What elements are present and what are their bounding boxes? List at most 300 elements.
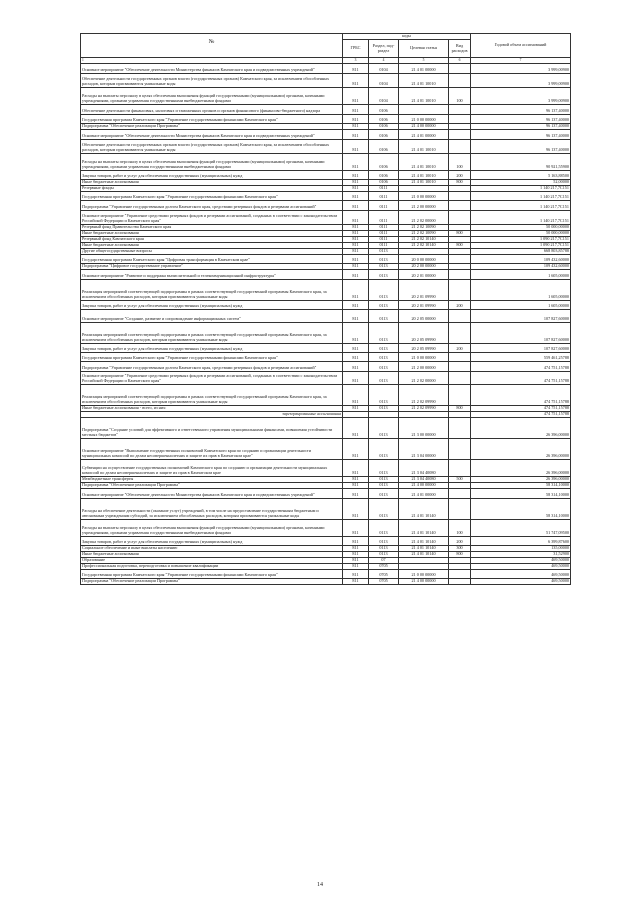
table-row [81, 499, 571, 520]
header-codes: коды [343, 34, 471, 40]
row-amount: 1 140 217,7С151 [471, 201, 571, 211]
row-amount: 109 432,60000 [471, 255, 571, 264]
table-row [81, 460, 571, 477]
row-grbs: 811 [343, 124, 369, 130]
row-razdel: 07 [369, 558, 399, 564]
table-row [81, 130, 571, 140]
budget-table [80, 33, 571, 585]
row-amount: 3 999,00900 [471, 64, 571, 74]
row-razdel: 0113 [369, 255, 399, 264]
row-vr [449, 323, 471, 344]
row-cs: 21 4 01 00000 [399, 489, 449, 499]
row-cs: 21 4 01 00000 [399, 130, 449, 140]
row-amount: 1 090 217,7С151 [471, 243, 571, 249]
row-grbs: 811 [343, 564, 369, 570]
row-grbs: 811 [343, 130, 369, 140]
row-name: Резервный фонд Правительства Камчатского края [81, 225, 343, 231]
row-amount: 58 314,10000 [471, 499, 571, 520]
header-cs: Целевая статья [399, 40, 449, 58]
row-name: Образование [81, 558, 343, 564]
row-razdel: 0113 [369, 249, 399, 255]
row-name: Государственная программа Камчатского края "Управление государственными финансами Камчатского края" [81, 192, 343, 201]
row-vr [449, 140, 471, 154]
row-razdel: 0106 [369, 115, 399, 124]
row-amount: 107 827,60000 [471, 344, 571, 353]
row-amount: 1 140 217,7С151 [471, 186, 571, 192]
row-name: Иные бюджетные ассигнования - всего, из них: [81, 406, 343, 412]
column-number: 1 [81, 58, 343, 64]
row-cs: 21 3 04 40080 [399, 460, 449, 477]
row-razdel: 0104 [369, 64, 399, 74]
row-cs: 21 4 00 00000 [399, 124, 449, 130]
row-name: Основное мероприятие "Управление средствами резервных фондов и резервами ассигнований, созданных в соответствии с законодательством Российской Федерации и Камчатского края" [81, 211, 343, 225]
row-amount: 668 803,85788 [471, 249, 571, 255]
table-row [81, 570, 571, 579]
row-grbs: 811 [343, 186, 369, 192]
row-amount: 50 000,00000 [471, 231, 571, 237]
row-razdel: 0106 [369, 154, 399, 171]
row-razdel: 0113 [369, 372, 399, 385]
row-razdel: 0113 [369, 439, 399, 460]
table-row [81, 140, 571, 154]
row-razdel: 0113 [369, 280, 399, 301]
row-cs: 21 4 01 10140 [399, 552, 449, 558]
row-cs: 21 2 02 10140 [399, 237, 449, 243]
table-row [81, 489, 571, 499]
row-cs: 21 4 01 10010 [399, 74, 449, 88]
row-razdel: 0113 [369, 264, 399, 270]
row-vr: 100 [449, 154, 471, 171]
header-amount: Годовой объем ассигнований [471, 34, 571, 58]
row-amount: 6 399,87600 [471, 537, 571, 546]
row-grbs: 811 [343, 105, 369, 115]
row-name: Закупка товаров, работ и услуг для обеспечения государственных (муниципальных) нужд [81, 301, 343, 310]
row-razdel: 0113 [369, 546, 399, 552]
row-razdel: 0113 [369, 406, 399, 412]
row-cs: 21 4 01 10010 [399, 180, 449, 186]
row-grbs: 811 [343, 385, 369, 406]
row-razdel: 0113 [369, 353, 399, 362]
row-name: Основное мероприятие "Выполнение государственных полномочий Камчатского края по созданию и организации деятельности муниципальных комиссий по делам несовершеннолетних и защите их прав в Камчатском крае" [81, 439, 343, 460]
row-cs: 21 2 02 10090 [399, 225, 449, 231]
header-no: № [208, 39, 215, 45]
row-grbs: 811 [343, 489, 369, 499]
row-name: Расходы на выплаты персоналу в целях обеспечения выполнения функций государственными (муниципальными) органами, казенными учреждениями, органами управления государственными внебюджетными фондами [81, 88, 343, 105]
row-razdel: 0705 [369, 579, 399, 585]
row-vr: 100 [449, 520, 471, 537]
row-name: Другие общегосударственные вопросы [81, 249, 343, 255]
row-cs: 21 4 00 00000 [399, 483, 449, 489]
row-cs: 21 4 01 10010 [399, 171, 449, 180]
table-row [81, 310, 571, 323]
row-grbs: 811 [343, 353, 369, 362]
row-grbs: 811 [343, 237, 369, 243]
table-row [81, 171, 571, 180]
row-grbs: 811 [343, 231, 369, 237]
row-amount: 90 921,55900 [471, 154, 571, 171]
row-razdel: 0113 [369, 418, 399, 439]
row-name: Расходы на выплаты персоналу в целях обеспечения выполнения функций государственными (муниципальными) органами, казенными учреждениями, органами управления государственными внебюджетными фондами [81, 520, 343, 537]
row-grbs: 811 [343, 88, 369, 105]
row-amount: 96 137,40000 [471, 124, 571, 130]
row-name: Подпрограмма "Обеспечение реализации Программы" [81, 483, 343, 489]
table-row [81, 192, 571, 201]
row-amount: 109 432,60000 [471, 264, 571, 270]
row-name: Обеспечение деятельности финансовых, налоговых и таможенных органов и органов финансового (финансово-бюджетного) надзора [81, 105, 343, 115]
row-vr: 800 [449, 180, 471, 186]
row-cs: 21 3 04 00000 [399, 439, 449, 460]
row-vr [449, 418, 471, 439]
row-vr [449, 372, 471, 385]
row-vr [449, 115, 471, 124]
row-amount: 96 137,40000 [471, 105, 571, 115]
row-razdel: 0113 [369, 499, 399, 520]
row-amount: 3 999,00900 [471, 74, 571, 88]
row-name: Расходы на обеспечение деятельности (оказание услуг) учреждений, в том числе на предоставление государственным бюджетным и автономным учреждениям субсидий, за исключением обособленных расходов, которым присваиваются уникальные коды [81, 499, 343, 520]
row-vr [449, 385, 471, 406]
table-row [81, 537, 571, 546]
row-razdel: 0705 [369, 564, 399, 570]
row-razdel: 0106 [369, 140, 399, 154]
row-vr: 200 [449, 171, 471, 180]
row-cs: 21 3 00 00000 [399, 418, 449, 439]
row-vr [449, 74, 471, 88]
row-razdel: 0111 [369, 231, 399, 237]
row-name: Подпрограмма "Обеспечение реализации Программы" [81, 124, 343, 130]
row-amount: 474 751,15788 [471, 372, 571, 385]
table-row [81, 154, 571, 171]
row-name: Государственная программа Камчатского края "Цифровая трансформация в Камчатском крае" [81, 255, 343, 264]
row-vr [449, 130, 471, 140]
row-razdel: 0106 [369, 124, 399, 130]
row-razdel: 0113 [369, 520, 399, 537]
row-amount: 107 827,60000 [471, 323, 571, 344]
row-name: Основное мероприятие "Создание, развитие и сопровождение информационных систем" [81, 310, 343, 323]
table-row [81, 64, 571, 74]
row-cs: 21 4 01 00000 [399, 64, 449, 74]
row-razdel: 0113 [369, 323, 399, 344]
row-grbs: 811 [343, 280, 369, 301]
row-grbs: 811 [343, 570, 369, 579]
row-cs: 21 2 00 00000 [399, 201, 449, 211]
row-cs: 21 4 01 10010 [399, 140, 449, 154]
column-number: 4 [369, 58, 399, 64]
row-grbs: 811 [343, 323, 369, 344]
row-grbs: 811 [343, 477, 369, 483]
row-vr: 800 [449, 231, 471, 237]
row-cs: 20 2 00 00000 [399, 264, 449, 270]
table-row [81, 344, 571, 353]
row-razdel: 0113 [369, 310, 399, 323]
row-cs: 20 2 01 09990 [399, 301, 449, 310]
row-razdel: 0113 [369, 477, 399, 483]
row-razdel: 0113 [369, 344, 399, 353]
row-name: Субвенции на осуществление государственных полномочий Камчатского края по созданию и организации деятельности муниципальных комиссий по делам несовершеннолетних и защите их прав в Камчатском крае [81, 460, 343, 477]
row-name: Расходы на выплаты персоналу в целях обеспечения выполнения функций государственными (муниципальными) органами, казенными учреждениями, органами управления государственными внебюджетными фондами [81, 154, 343, 171]
row-name: Подпрограмма "Управление государственным долгом Камчатского края, средствами резервных фондов и резервами ассигнований" [81, 201, 343, 211]
table-row [81, 439, 571, 460]
table-row [81, 88, 571, 105]
row-vr: 200 [449, 344, 471, 353]
row-grbs: 811 [343, 301, 369, 310]
row-amount: 96 137,40000 [471, 140, 571, 154]
row-grbs: 811 [343, 406, 369, 412]
row-amount: 26 396,00000 [471, 477, 571, 483]
table-body [81, 64, 571, 585]
row-grbs: 811 [343, 362, 369, 372]
row-cs: 21 4 01 10010 [399, 88, 449, 105]
row-grbs: 811 [343, 255, 369, 264]
row-name: Основное мероприятие "Обеспечение деятельности Министерства финансов Камчатского края и подведомственных учреждений" [81, 489, 343, 499]
row-cs: 20 2 05 00000 [399, 310, 449, 323]
row-vr [449, 499, 471, 520]
row-razdel: 0106 [369, 180, 399, 186]
row-vr [449, 201, 471, 211]
row-amount: 3 999,00900 [471, 88, 571, 105]
row-vr [449, 280, 471, 301]
table-row [81, 74, 571, 88]
row-razdel: 0111 [369, 211, 399, 225]
row-cs: 21 2 02 10090 [399, 231, 449, 237]
row-name: Основное мероприятие "Управление средствами резервных фондов и резервами ассигнований, созданных в соответствии с законодательством Российской Федерации и Камчатского края" [81, 372, 343, 385]
row-name: Закупка товаров, работ и услуг для обеспечения государственных (муниципальных) нужд [81, 537, 343, 546]
row-grbs: 811 [343, 579, 369, 585]
table-row [81, 280, 571, 301]
row-razdel: 0111 [369, 192, 399, 201]
row-vr [449, 310, 471, 323]
table-row [81, 105, 571, 115]
row-vr [449, 460, 471, 477]
row-vr [449, 570, 471, 579]
row-cs: 20 0 00 00000 [399, 255, 449, 264]
page-number: 14 [317, 882, 323, 888]
row-cs: 21 4 01 10140 [399, 520, 449, 537]
row-grbs: 811 [343, 249, 369, 255]
table-row [81, 255, 571, 264]
row-name: Государственная программа Камчатского края "Управление государственными финансами Камчатского края" [81, 115, 343, 124]
row-grbs: 811 [343, 171, 369, 180]
row-name: Государственная программа Камчатского края "Управление государственными финансами Камчатского края" [81, 353, 343, 362]
table-row [81, 385, 571, 406]
row-name: Основное мероприятие "Обеспечение деятельности Министерства финансов Камчатского края и подведомственных учреждений" [81, 64, 343, 74]
row-name: Обеспечение деятельности государственных органов власти (государственных органов) Камчатского края, за исключением обособленных расходов, которым присваиваются уникальные коды [81, 140, 343, 154]
row-vr [449, 270, 471, 280]
row-cs: 21 0 00 00000 [399, 570, 449, 579]
row-vr: 300 [449, 546, 471, 552]
table-row [81, 372, 571, 385]
table-row [81, 301, 571, 310]
budget-table-sheet [80, 33, 570, 585]
row-vr [449, 211, 471, 225]
row-vr: 500 [449, 477, 471, 483]
row-cs: 21 2 00 00000 [399, 362, 449, 372]
row-grbs: 811 [343, 483, 369, 489]
column-number: 5 [399, 58, 449, 64]
row-cs: 21 2 02 09990 [399, 385, 449, 406]
table-row [81, 115, 571, 124]
table-row [81, 270, 571, 280]
row-cs: 20 2 05 09990 [399, 344, 449, 353]
row-vr [449, 489, 471, 499]
table-row [81, 353, 571, 362]
row-name: Закупка товаров, работ и услуг для обеспечения государственных (муниципальных) нужд [81, 171, 343, 180]
row-grbs: 811 [343, 546, 369, 552]
row-amount: 96 137,40000 [471, 130, 571, 140]
row-cs: 21 0 00 00000 [399, 353, 449, 362]
row-razdel: 0104 [369, 74, 399, 88]
row-name: Резервный фонд Камчатского края [81, 237, 343, 243]
row-vr: 800 [449, 243, 471, 249]
row-grbs: 811 [343, 499, 369, 520]
row-amount: 474 751,15788 [471, 385, 571, 406]
row-grbs: 811 [343, 439, 369, 460]
row-amount: 52,00000 [471, 180, 571, 186]
row-cs: 20 2 01 09990 [399, 280, 449, 301]
row-amount: 474 751,15788 [471, 362, 571, 372]
row-vr [449, 439, 471, 460]
row-cs: 21 0 00 00000 [399, 115, 449, 124]
row-razdel: 0113 [369, 301, 399, 310]
row-vr [449, 192, 471, 201]
row-name: Реализация мероприятий соответствующей подпрограммы в рамках соответствующей государственной программы Камчатского края, за исключением обособленных расходов, которым присваиваются уникальные коды [81, 323, 343, 344]
row-amount: 1 605,00000 [471, 301, 571, 310]
row-vr: 100 [449, 88, 471, 105]
row-vr [449, 353, 471, 362]
row-razdel: 0111 [369, 243, 399, 249]
row-cs: 21 3 04 40080 [399, 477, 449, 483]
row-razdel: 0113 [369, 362, 399, 372]
row-name: Подпрограмма "Цифровое государственное управление" [81, 264, 343, 270]
row-vr: 800 [449, 406, 471, 412]
row-amount: 58 314,10000 [471, 483, 571, 489]
header-name [81, 34, 343, 58]
row-grbs: 811 [343, 115, 369, 124]
row-name: Социальное обеспечение и иные выплаты населению [81, 546, 343, 552]
row-grbs: 811 [343, 270, 369, 280]
row-grbs: 811 [343, 180, 369, 186]
row-grbs: 811 [343, 558, 369, 564]
row-name: Профессиональная подготовка, переподготовка и повышение квалификации [81, 564, 343, 570]
table-row [81, 211, 571, 225]
row-name: Подпрограмма "Обеспечение реализации Программы" [81, 579, 343, 585]
row-vr: 200 [449, 537, 471, 546]
row-name: Иные бюджетные ассигнования [81, 243, 343, 249]
row-amount: 1 605,00000 [471, 280, 571, 301]
header-razdel: Раздел, под-раздел [369, 40, 399, 58]
row-cs: 21 4 01 10140 [399, 546, 449, 552]
row-grbs: 811 [343, 344, 369, 353]
row-cs: 21 2 02 10140 [399, 243, 449, 249]
row-name: зарезервированные ассигнования [81, 412, 343, 418]
row-name: Подпрограмма "Управление государственным долгом Камчатского края, средствами резервных фондов и резервами ассигнований" [81, 362, 343, 372]
row-amount: 5 163,88500 [471, 171, 571, 180]
row-grbs: 811 [343, 520, 369, 537]
row-grbs: 811 [343, 225, 369, 231]
row-name: Подпрограмма "Создание условий для эффективного и ответственного управления муниципальными финансами, повышения устойчивости местных бюджетов" [81, 418, 343, 439]
row-amount: 96 137,40000 [471, 115, 571, 124]
row-razdel: 0111 [369, 201, 399, 211]
row-cs [399, 105, 449, 115]
row-amount: 474 751,15788 [471, 412, 571, 418]
row-name: Иные бюджетные ассигнования [81, 231, 343, 237]
column-number: 6 [449, 58, 471, 64]
row-razdel: 0111 [369, 237, 399, 243]
row-name: Межбюджетные трансферты [81, 477, 343, 483]
row-name: Основное мероприятие "Развитие и поддержка вычислительной и телекоммуникационной инфраструктуры" [81, 270, 343, 280]
row-razdel: 0113 [369, 537, 399, 546]
row-amount: 50 000,00000 [471, 225, 571, 231]
table-row [81, 201, 571, 211]
row-razdel: 0106 [369, 130, 399, 140]
row-amount: 1 605,00000 [471, 270, 571, 280]
row-amount: 559 461,25788 [471, 353, 571, 362]
row-amount: 1 140 217,7С151 [471, 211, 571, 225]
row-amount: 1 090 217,7С151 [471, 237, 571, 243]
row-cs: 21 2 02 00000 [399, 372, 449, 385]
row-cs: 21 4 00 00000 [399, 579, 449, 585]
row-name: Государственная программа Камчатского края "Управление государственными финансами Камчатского края" [81, 570, 343, 579]
table-row [81, 418, 571, 439]
row-amount: 474 751,15788 [471, 406, 571, 412]
row-amount: 58 314,10000 [471, 489, 571, 499]
row-grbs: 811 [343, 201, 369, 211]
row-razdel: 0113 [369, 552, 399, 558]
column-number: 3 [343, 58, 369, 64]
row-vr [449, 579, 471, 585]
row-amount: 469,50000 [471, 579, 571, 585]
row-name: Реализация мероприятий соответствующей подпрограммы в рамках соответствующей государственной программы Камчатского края, за исключением обособленных расходов, которым присваиваются уникальные коды [81, 280, 343, 301]
row-grbs: 811 [343, 552, 369, 558]
header-grbs: ГРБС [343, 40, 369, 58]
row-name: Иные бюджетные ассигнования [81, 180, 343, 186]
table-header [81, 34, 571, 64]
row-vr [449, 64, 471, 74]
row-amount: 26 396,00000 [471, 460, 571, 477]
row-vr: 800 [449, 552, 471, 558]
row-cs: 20 2 05 09990 [399, 323, 449, 344]
row-grbs: 811 [343, 418, 369, 439]
table-row [81, 520, 571, 537]
row-grbs: 811 [343, 74, 369, 88]
row-cs: 21 0 00 00000 [399, 192, 449, 201]
row-name: Закупка товаров, работ и услуг для обеспечения государственных (муниципальных) нужд [81, 344, 343, 353]
header-vr: Вид расходов [449, 40, 471, 58]
row-razdel: 0106 [369, 105, 399, 115]
row-vr: 200 [449, 301, 471, 310]
row-vr [449, 255, 471, 264]
row-razdel: 0113 [369, 385, 399, 406]
row-vr [449, 362, 471, 372]
row-razdel: 0106 [369, 171, 399, 180]
row-razdel: 0113 [369, 460, 399, 477]
table-row [81, 323, 571, 344]
row-vr [449, 105, 471, 115]
row-razdel: 0111 [369, 225, 399, 231]
row-amount: 107 827,60000 [471, 310, 571, 323]
row-grbs: 811 [343, 243, 369, 249]
row-cs: 21 4 01 10140 [399, 537, 449, 546]
row-grbs: 811 [343, 140, 369, 154]
row-cs: 21 2 02 09990 [399, 406, 449, 412]
row-amount: 469,50000 [471, 558, 571, 564]
row-razdel: 0113 [369, 483, 399, 489]
row-razdel: 0113 [369, 270, 399, 280]
row-amount: 31,52900 [471, 552, 571, 558]
row-grbs: 811 [343, 372, 369, 385]
row-amount: 469,50000 [471, 570, 571, 579]
row-amount: 469,50000 [471, 564, 571, 570]
row-cs: 21 4 01 10140 [399, 499, 449, 520]
